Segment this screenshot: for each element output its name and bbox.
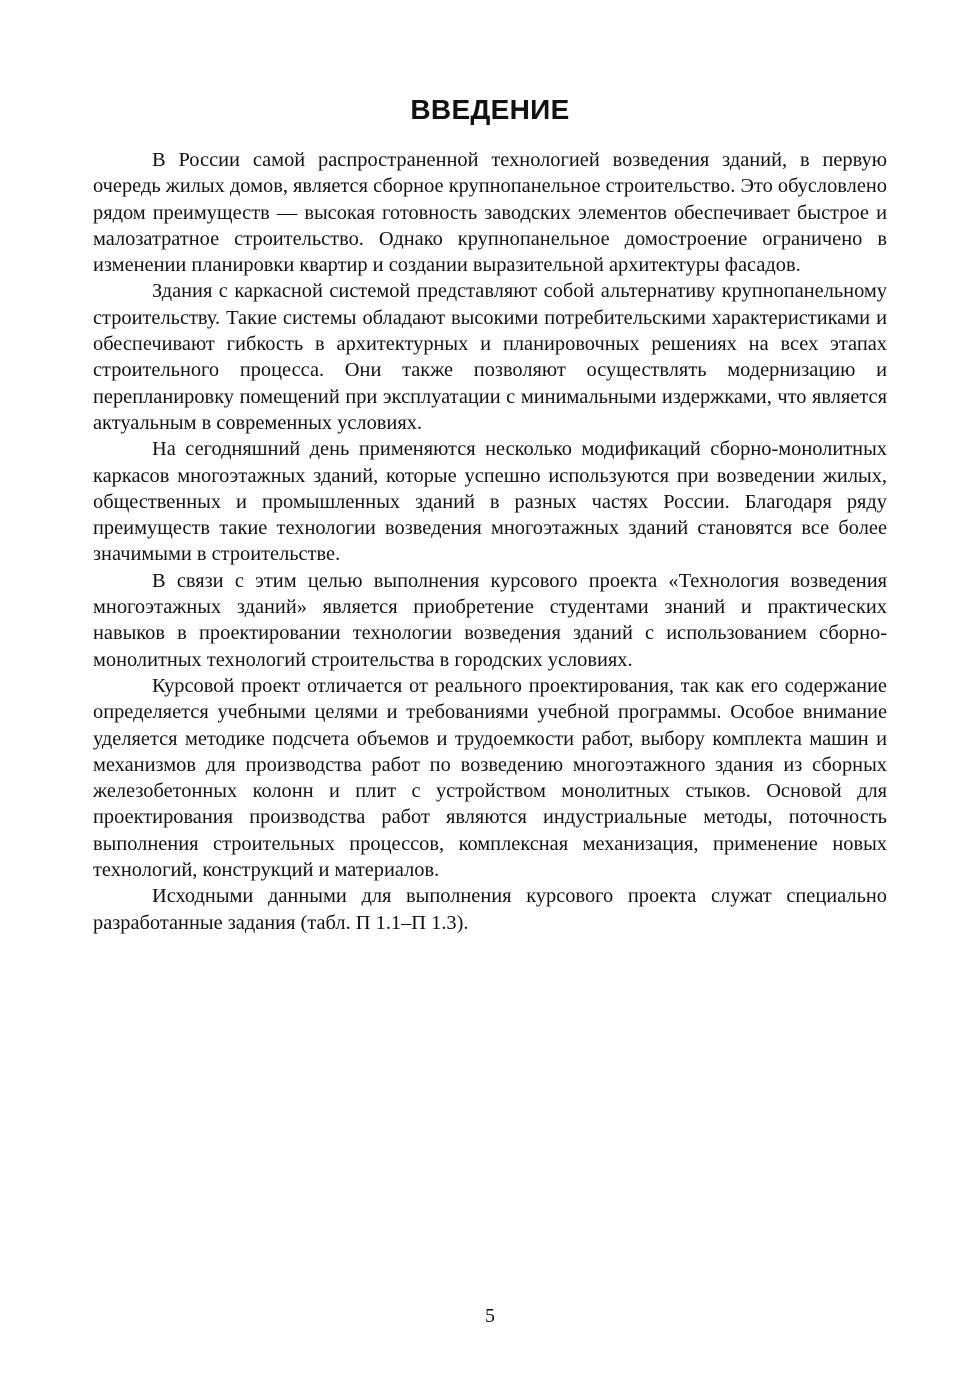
paragraph: Здания с каркасной системой представляют собой альтернативу крупнопанельному строительству. Такие системы обладают высокими потребительскими характеристиками и обеспечивают гибкость в архитектурных и планировочных решениях на всех этапах строительного процесса. Они также позволяют осуществлять модернизацию и перепланировку помещений при эксплуатации с минимальными издержками, что является актуальным в современных условиях. — [93, 280, 887, 434]
page-number: 5 — [485, 1305, 495, 1327]
paragraph: В связи с этим целью выполнения курсового проекта «Технология возведения многоэтажных зданий» является приобретение студентами знаний и практических навыков в проектировании технологии возведения зданий с использованием сборно-монолитных технологий строительства в городских условиях. — [93, 569, 887, 671]
paragraph: Курсовой проект отличается от реального проектирования, так как его содержание определяется учебными целями и требованиями учебной программы. Особое внимание уделяется методике подсчета объемов и трудоемкости работ, выбору комплекта машин и механизмов для производства работ по возведению многоэтажного здания из сборных железобетонных колонн и плит с устройством монолитных стыков. Основой для проектирования производства работ являются индустриальные методы, поточность выполнения строительных процессов, комплексная механизация, применение новых технологий, конструкций и материалов. — [93, 674, 887, 882]
paragraph: Исходными данными для выполнения курсового проекта служат специально разработанные задания (табл. П 1.1–П 1.3). — [93, 885, 887, 934]
body-text — [93, 147, 887, 936]
paragraph: В России самой распространенной технологией возведения зданий, в первую очередь жилых домов, является сборное крупнопанельное строительство. Это обусловлено рядом преимуществ — высокая готовность заводских элементов обеспечивает быстрое и малозатратное строительство. Однако крупнопанельное домостроение ограничено в изменении планировки квартир и создании выразительной архитектуры фасадов. — [93, 149, 887, 277]
paragraph: На сегодняшний день применяются несколько модификаций сборно-монолитных каркасов многоэтажных зданий, которые успешно используются при возведении жилых, общественных и промышленных зданий в разных частях России. Благодаря ряду преимуществ такие технологии возведения многоэтажных зданий становятся все более значимыми в строительстве. — [93, 438, 887, 566]
section-heading: ВВЕДЕНИЕ — [410, 94, 570, 125]
